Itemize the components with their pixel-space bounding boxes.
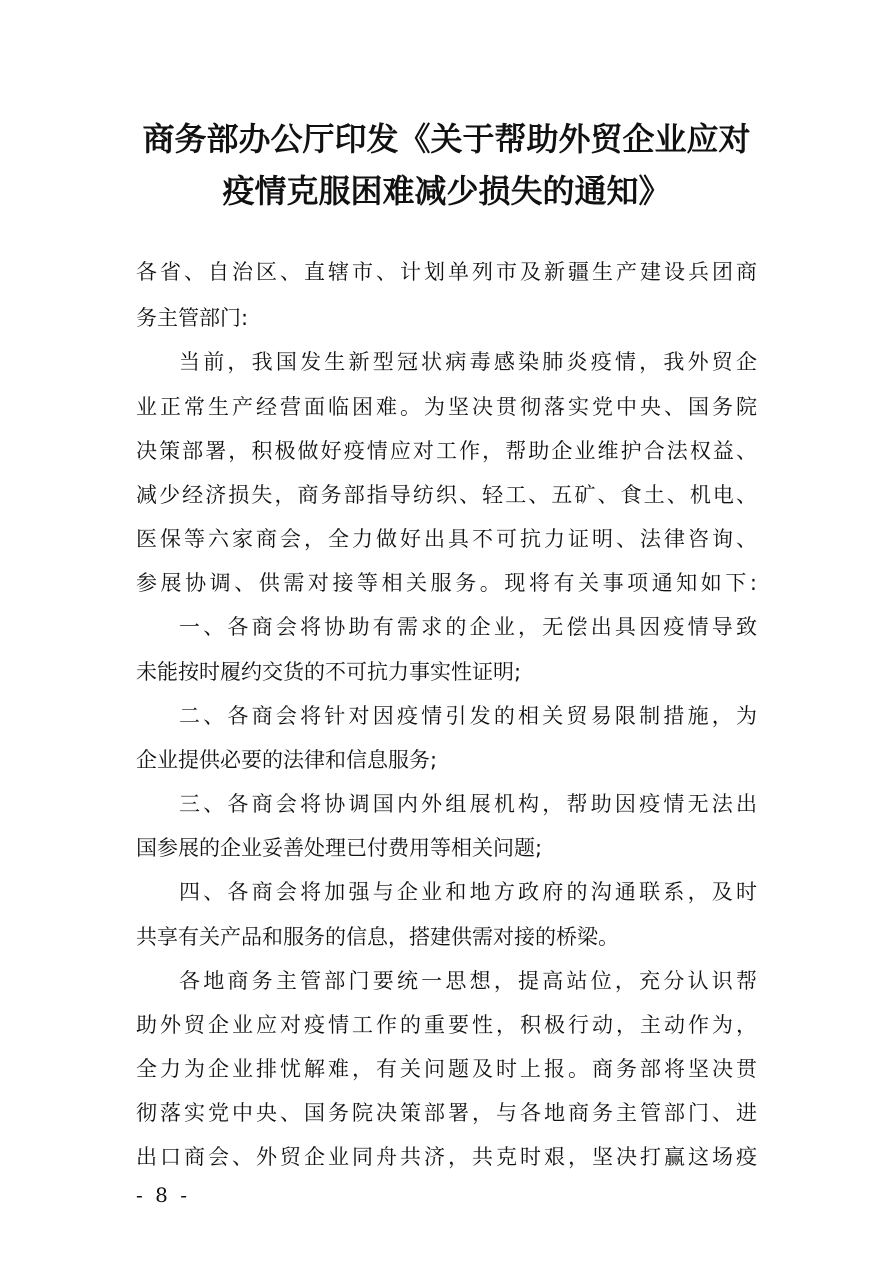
salutation-line-2: 务主管部门: xyxy=(136,306,249,330)
paragraph-line: 医保等六家商会，全力做好出具不可抗力证明、法律咨询、 xyxy=(136,527,757,551)
paragraph-line: 助外贸企业应对疫情工作的重要性，积极行动，主动作为， xyxy=(136,1013,757,1037)
list-item-line: 一、各商会将协助有需求的企业，无偿出具因疫情导致 xyxy=(179,615,757,639)
paragraph-line: 各地商务主管部门要统一思想，提高站位，充分认识帮 xyxy=(179,969,757,993)
document-title-line-2: 疫情克服困难减少损失的通知》 xyxy=(222,172,671,210)
paragraph-line: 决策部署，积极做好疫情应对工作，帮助企业维护合法权益、 xyxy=(136,439,757,463)
paragraph-line: 减少经济损失，商务部指导纺织、轻工、五矿、食土、机电、 xyxy=(136,483,757,507)
list-item-line: 二、各商会将针对因疫情引发的相关贸易限制措施，为 xyxy=(179,704,757,728)
salutation-line-1: 各省、自治区、直辖市、计划单列市及新疆生产建设兵团商 xyxy=(136,260,757,284)
document-title-line-1: 商务部办公厅印发《关于帮助外贸企业应对 xyxy=(142,120,751,158)
paragraph-line: 参展协调、供需对接等相关服务。现将有关事项通知如下: xyxy=(136,571,757,595)
paragraph-line: 全力为企业排忧解难，有关问题及时上报。商务部将坚决贯 xyxy=(136,1057,757,1081)
page-number: - 8 - xyxy=(136,1183,190,1207)
list-item-line: 国参展的企业妥善处理已付费用等相关问题; xyxy=(136,836,543,860)
list-item-line: 共享有关产品和服务的信息，搭建供需对接的桥梁。 xyxy=(136,925,619,949)
paragraph-line: 出口商会、外贸企业同舟共济，共克时艰，坚决打赢这场疫 xyxy=(136,1145,757,1169)
paragraph-line: 彻落实党中央、国务院决策部署，与各地商务主管部门、进 xyxy=(136,1101,757,1125)
list-item-line: 企业提供必要的法律和信息服务; xyxy=(136,748,438,772)
paragraph-line: 业正常生产经营面临困难。为坚决贯彻落实党中央、国务院 xyxy=(136,395,757,419)
paragraph-line: 当前，我国发生新型冠状病毒感染肺炎疫情，我外贸企 xyxy=(179,350,757,374)
list-item-line: 三、各商会将协调国内外组展机构，帮助因疫情无法出 xyxy=(179,792,757,816)
list-item-line: 四、各商会将加强与企业和地方政府的沟通联系，及时 xyxy=(179,880,757,904)
list-item-line: 未能按时履约交货的不可抗力事实性证明; xyxy=(136,660,522,684)
